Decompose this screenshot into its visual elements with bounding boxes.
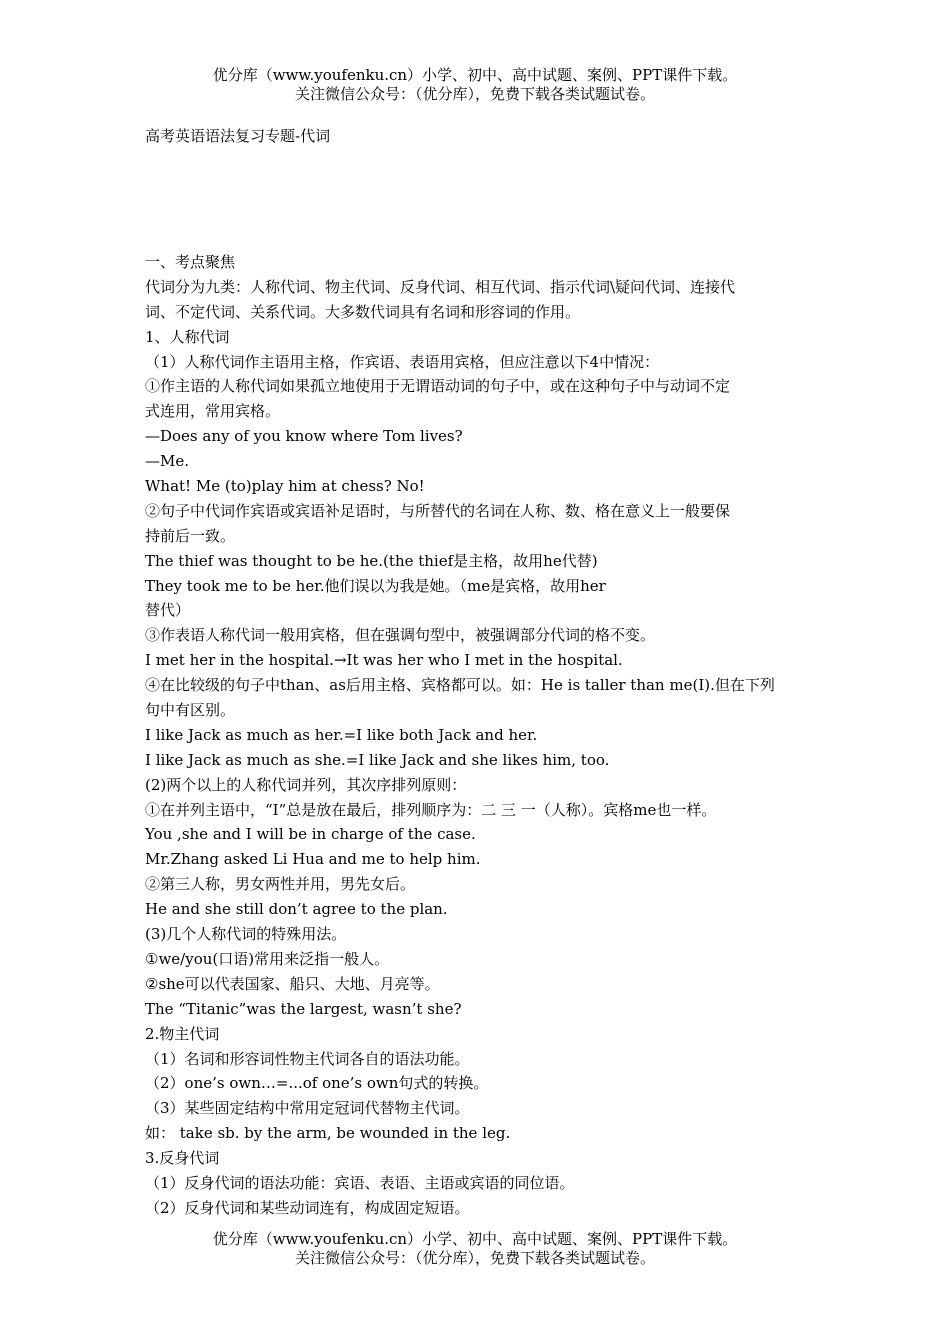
text-line: 替代）	[145, 601, 191, 620]
text-line: 代词分为九类：人称代词、物主代词、反身代词、相互代词、指示代词\疑问代词、连接代	[145, 277, 736, 296]
text-line: ①we/you(口语)常用来泛指一般人。	[145, 949, 390, 968]
text-line: （1）反身代词的语法功能：宾语、表语、主语或宾语的同位语。	[145, 1173, 575, 1192]
text-line: 1、人称代词	[145, 327, 230, 346]
text-line: 一、考点聚焦	[145, 253, 236, 271]
text-line: I met her in the hospital.→It was her who I met in the hospital.	[145, 651, 623, 670]
text-line: （1）名词和形容词性物主代词各自的语法功能。	[145, 1049, 470, 1068]
text-line: ②第三人称，男女两性并用，男先女后。	[145, 875, 416, 894]
text-line: （2）反身代词和某些动词连有，构成固定短语。	[145, 1198, 470, 1217]
text-line: Mr.Zhang asked Li Hua and me to help him.	[145, 850, 481, 869]
text-line: 2.物主代词	[145, 1024, 220, 1043]
text-line: 词、不定代词、关系代词。大多数代词具有名词和形容词的作用。	[145, 302, 581, 321]
text-line: 3.反身代词	[145, 1149, 220, 1168]
header-line-1: 优分库（www.youfenku.cn）小学、初中、高中试题、案例、PPT课件下载。	[212, 66, 738, 84]
text-line: (2)两个以上的人称代词并列，其次序排列原则：	[145, 775, 467, 794]
text-line: 式连用，常用宾格。	[145, 402, 281, 421]
text-line: 句中有区别。	[145, 701, 236, 720]
text-line: （1）人称代词作主语用主格，作宾语、表语用宾格，但应注意以下4中情况：	[145, 352, 660, 371]
document-body	[145, 250, 810, 1221]
text-line: ①作主语的人称代词如果孤立地使用于无谓语动词的句子中，或在这种句子中与动词不定	[145, 377, 731, 396]
footer-line-1: 优分库（www.youfenku.cn）小学、初中、高中试题、案例、PPT课件下载。	[212, 1230, 738, 1248]
text-line: 如： take sb. by the arm, be wounded in the leg.	[145, 1124, 511, 1143]
text-line: I like Jack as much as her.=I like both Jack and her.	[145, 725, 538, 744]
text-line: ②句子中代词作宾语或宾语补足语时，与所替代的名词在人称、数、格在意义上一般要保	[145, 501, 731, 520]
text-line: （2）one’s own…=...of one’s own句式的转换。	[145, 1074, 489, 1093]
text-line: 持前后一致。	[145, 526, 236, 545]
text-line: The thief was thought to be he.(the thief是主格，故用he代替)	[145, 551, 598, 570]
text-line: You ,she and I will be in charge of the case.	[145, 825, 476, 844]
text-line: ④在比较级的句子中than、as后用主格、宾格都可以。如：He is taller than me(I).但在下列	[145, 676, 775, 695]
text-line: The “Titanic”was the largest, wasn’t she?	[145, 999, 462, 1018]
text-line: He and she still don’t agree to the plan.	[145, 900, 448, 919]
text-line: （3）某些固定结构中常用定冠词代替物主代词。	[145, 1099, 470, 1118]
text-line: —Does any of you know where Tom lives?	[145, 427, 463, 446]
text-line: ③作表语人称代词一般用宾格，但在强调句型中，被强调部分代词的格不变。	[145, 626, 656, 645]
text-line: —Me.	[145, 452, 190, 471]
text-line: ①在并列主语中，“I”总是放在最后，排列顺序为：二 三 一（人称）。宾格me也一样。	[145, 800, 717, 819]
text-line: What! Me (to)play him at chess? No!	[145, 477, 425, 496]
footer-line-2: 关注微信公众号：（优分库），免费下载各类试题试卷。	[294, 1249, 655, 1267]
text-line: I like Jack as much as she.=I like Jack and she likes him, too.	[145, 750, 610, 769]
document-title: 高考英语语法复习专题-代词	[145, 127, 331, 145]
text-line: ②she可以代表国家、船只、大地、月亮等。	[145, 974, 440, 993]
text-line: (3)几个人称代词的特殊用法。	[145, 925, 347, 944]
header-line-2: 关注微信公众号：（优分库），免费下载各类试题试卷。	[294, 85, 655, 103]
text-line: They took me to be her.他们误以为我是她。（me是宾格，故用her	[145, 576, 606, 595]
